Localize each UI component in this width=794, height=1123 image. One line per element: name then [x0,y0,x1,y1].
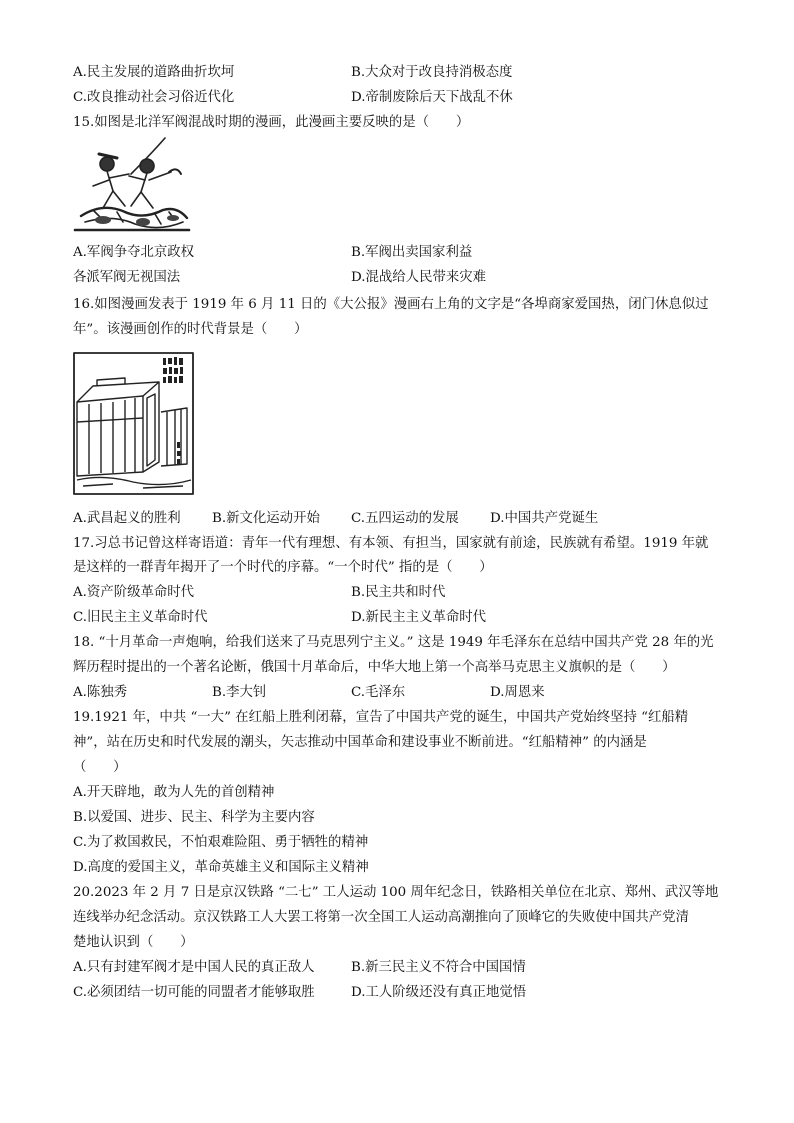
q17-option-c: C.旧民主主义革命时代 [73,610,208,625]
q19-option-b: B.以爱国、进步、民主、科学为主要内容 [73,810,315,825]
q18-option-b: B.李大钊 [212,685,267,700]
q16-option-b: B.新文化运动开始 [212,511,320,526]
q18-stem-line1: 18. “十月革命一声炮响，给我们送来了马克思列宁主义。” 这是 1949 年毛泽东在总结中国共产党 28 年的光 [73,635,714,650]
q14-option-b: B.大众对于改良持消极态度 [351,65,513,80]
q18-option-c: C.毛泽东 [351,685,406,700]
q19-stem-line1: 19.1921 年，中共 “一大” 在红船上胜利闭幕，宣告了中国共产党的诞生，中国共产党始终坚持 “红船精 [73,710,689,725]
q16-stem-line2: 年”。该漫画创作的时代背景是（ ） [73,322,308,337]
q19-stem-line2: 神”，站在历史和时代发展的潮头，矢志推动中国革命和建设事业不断前进。“红船精神” 的内涵是 [73,735,647,750]
q15-stem: 15.如图是北洋军阀混战时期的漫画，此漫画主要反映的是（ ） [73,115,470,130]
q20-stem-line2: 连线举办纪念活动。京汉铁路工人大罢工将第一次全国工人运动高潮推向了顶峰它的失败使中国共产党清 [73,910,689,925]
q14-option-c: C.改良推动社会习俗近代化 [73,90,235,105]
q17-option-b: B.民主共和时代 [351,585,446,600]
q16-option-d: D.中国共产党诞生 [490,511,599,526]
q16-option-c: C.五四运动的发展 [351,511,459,526]
q19-stem-line3: （ ） [73,760,127,775]
q15-option-b: B.军阀出卖国家利益 [351,245,473,260]
q20-stem-line1: 20.2023 年 2 月 7 日是京汉铁路 “二七” 工人运动 100 周年纪念日，铁路相关单位在北京、郑州、武汉等地 [73,885,719,900]
q19-option-c: C.为了救国救民，不怕艰难险阻、勇于牺牲的精神 [73,835,369,850]
q18-stem-line2: 辉历程时提出的一个著名论断，俄国十月革命后，中华大地上第一个高举马克思主义旗帜的是（ ） [73,660,676,675]
q19-option-a: A.开天辟地，敢为人先的首创精神 [73,785,275,800]
q20-option-a: A.只有封建军阀才是中国人民的真正敌人 [73,960,315,975]
q15-option-a: A.军阀争夺北京政权 [73,245,195,260]
q14-option-d: D.帝制废除后天下战乱不休 [351,90,513,105]
q15-cartoon-image [73,136,191,234]
q17-stem-line1: 17.习总书记曾这样寄语道：青年一代有理想、有本领、有担当，国家就有前途，民族就有希望。1919 年就 [73,536,709,551]
q17-option-a: A.资产阶级革命时代 [73,585,195,600]
q19-option-d: D.高度的爱国主义，革命英雄主义和国际主义精神 [73,860,369,875]
q18-option-d: D.周恩来 [490,685,545,700]
q18-option-a: A.陈独秀 [73,685,128,700]
q20-option-c: C.必须团结一切可能的同盟者才能够取胜 [73,985,315,1000]
q15-option-d: D.混战给人民带来灾难 [351,270,487,285]
q15-option-c: 各派军阀无视国法 [73,270,181,285]
q17-option-d: D.新民主主义革命时代 [351,610,487,625]
q20-option-d: D.工人阶级还没有真正地觉悟 [351,985,527,1000]
q14-option-a: A.民主发展的道路曲折坎坷 [73,65,235,80]
q17-stem-line2: 是这样的一群青年揭开了一个时代的序幕。“一个时代” 指的是（ ） [73,560,493,575]
q20-stem-line3: 楚地认识到（ ） [73,935,194,950]
q20-option-b: B.新三民主义不符合中国国情 [351,960,526,975]
q16-stem-line1: 16.如图漫画发表于 1919 年 6 月 11 日的《大公报》漫画右上角的文字是“各埠商家爱国热，闭门休息似过 [73,297,709,312]
q16-option-a: A.武昌起义的胜利 [73,511,181,526]
q16-cartoon-image [73,352,194,495]
